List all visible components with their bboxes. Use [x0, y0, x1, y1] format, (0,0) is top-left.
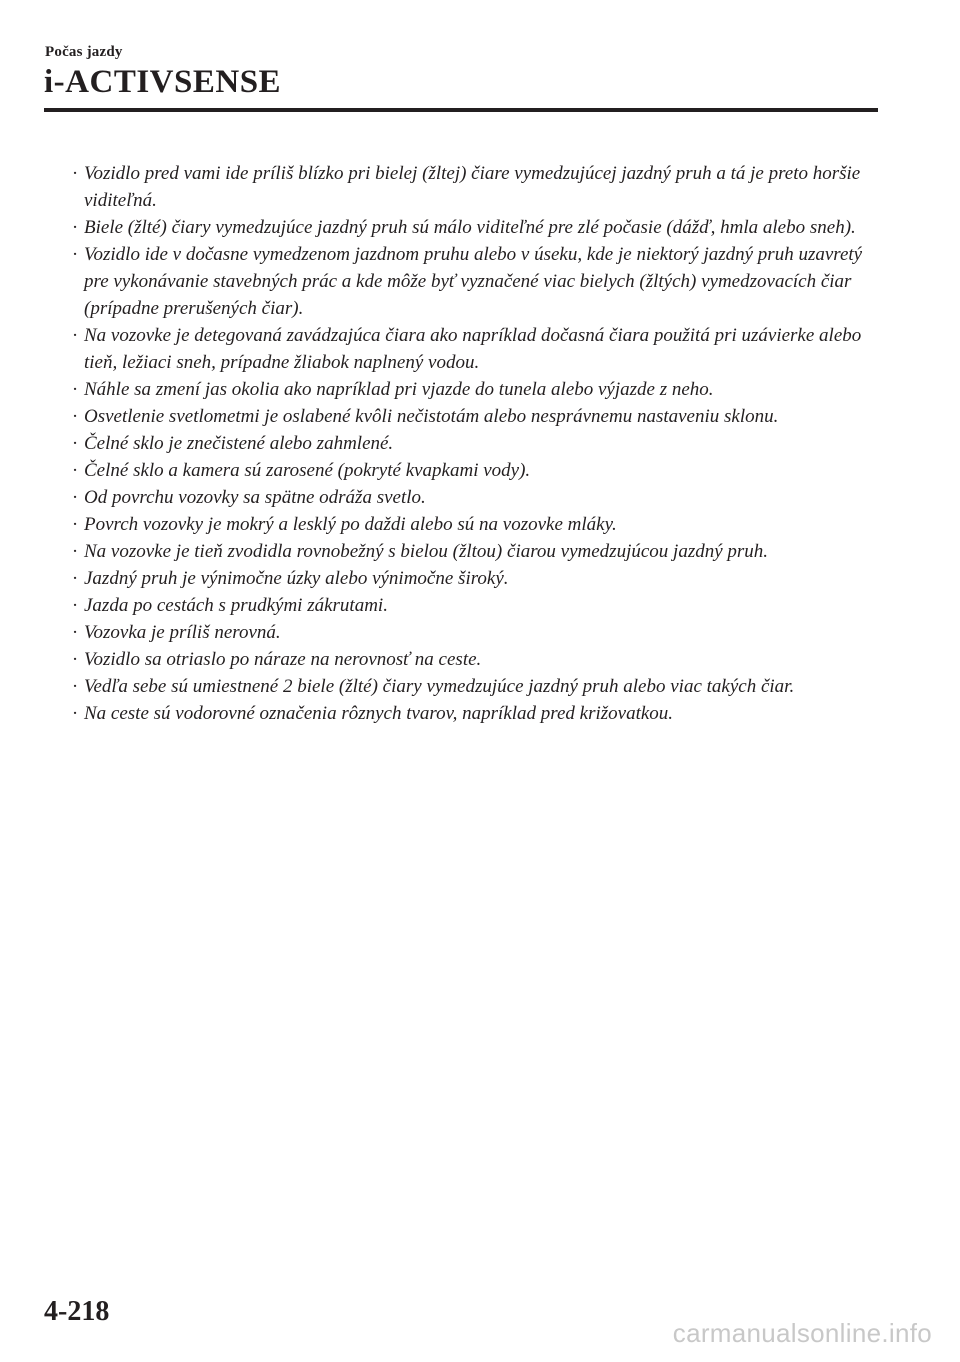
- bullet-icon: ·: [71, 622, 79, 643]
- list-item-text: Čelné sklo a kamera sú zarosené (pokryté kvapkami vody).: [84, 460, 531, 481]
- list-item: [70, 592, 890, 619]
- list-item-text: Na ceste sú vodorovné označenia rôznych tvarov, napríklad pred križovatkou.: [84, 703, 674, 724]
- list-item-text: Čelné sklo je znečistené alebo zahmlené.: [84, 433, 394, 454]
- list-item-text: Vozidlo sa otriaslo po náraze na nerovnosť na ceste.: [84, 649, 482, 670]
- bullet-icon: ·: [71, 460, 79, 481]
- list-item: [70, 673, 890, 700]
- bullet-icon: ·: [71, 703, 79, 724]
- list-item: [70, 403, 890, 430]
- list-item: [70, 457, 890, 484]
- bullet-icon: ·: [71, 379, 79, 400]
- bullet-icon: ·: [71, 514, 79, 535]
- bullet-icon: ·: [71, 433, 79, 454]
- bullet-icon: ·: [71, 163, 79, 184]
- list-item-text: Biele (žlté) čiary vymedzujúce jazdný pruh sú málo viditeľné pre zlé počasie (dážď, hmla alebo sneh).: [84, 217, 856, 238]
- chapter-title: i-ACTIVSENSE: [44, 64, 282, 100]
- list-item: [70, 430, 890, 457]
- list-item: [70, 322, 890, 376]
- list-item: [70, 214, 890, 241]
- list-item-text: Od povrchu vozovky sa spätne odráža svetlo.: [84, 487, 426, 508]
- list-item-text: Jazda po cestách s prudkými zákrutami.: [84, 595, 388, 616]
- page-number: 4-218: [44, 1296, 110, 1327]
- bullet-icon: ·: [71, 568, 79, 589]
- bullet-icon: ·: [71, 325, 79, 346]
- list-item-text: Vedľa sebe sú umiestnené 2 biele (žlté) čiary vymedzujúce jazdný pruh alebo viac takých čiar.: [84, 676, 795, 697]
- list-item-text: Povrch vozovky je mokrý a lesklý po daždi alebo sú na vozovke mláky.: [84, 514, 617, 535]
- header-rule: [44, 108, 878, 112]
- bullet-icon: ·: [71, 676, 79, 697]
- list-item-text: Osvetlenie svetlometmi je oslabené kvôli nečistotám alebo nesprávnemu nastaveniu sklonu.: [84, 406, 779, 427]
- list-item: [70, 484, 890, 511]
- list-item: [70, 511, 890, 538]
- bullet-icon: ·: [71, 406, 79, 427]
- list-item: [70, 700, 890, 727]
- bullet-icon: ·: [71, 541, 79, 562]
- condition-list: [70, 160, 890, 727]
- list-item-text: Vozidlo ide v dočasne vymedzenom jazdnom pruhu alebo v úseku, kde je niektorý jazdný pruh uzavretý pre vykonávanie stavebných prác a kde môže byť vyznačené viac bielych (žltých) vymedzovacích čiar (prípadne prerušených čiar).: [84, 244, 863, 319]
- bullet-icon: ·: [71, 595, 79, 616]
- list-item: [70, 160, 890, 214]
- list-item-text: Na vozovke je detegovaná zavádzajúca čiara ako napríklad dočasná čiara použitá pri uzávierke alebo tieň, ležiaci sneh, prípadne žliabok naplnený vodou.: [84, 325, 862, 373]
- bullet-icon: ·: [71, 217, 79, 238]
- list-item-text: Vozovka je príliš nerovná.: [84, 622, 281, 643]
- list-item: [70, 376, 890, 403]
- list-item: [70, 619, 890, 646]
- list-item-text: Náhle sa zmení jas okolia ako napríklad pri vjazde do tunela alebo výjazde z neho.: [84, 379, 714, 400]
- list-item: [70, 565, 890, 592]
- bullet-icon: ·: [71, 487, 79, 508]
- bullet-icon: ·: [71, 649, 79, 670]
- bullet-icon: ·: [71, 244, 79, 265]
- list-item-text: Na vozovke je tieň zvodidla rovnobežný s bielou (žltou) čiarou vymedzujúcou jazdný pruh.: [84, 541, 769, 562]
- list-item: [70, 646, 890, 673]
- list-item-text: Vozidlo pred vami ide príliš blízko pri bielej (žltej) čiare vymedzujúcej jazdný pruh a tá je preto horšie viditeľná.: [84, 163, 861, 211]
- section-label: Počas jazdy: [45, 44, 123, 60]
- watermark: carmanualsonline.info: [672, 1318, 932, 1348]
- list-item: [70, 241, 890, 322]
- list-item-text: Jazdný pruh je výnimočne úzky alebo výnimočne široký.: [84, 568, 509, 589]
- list-item: [70, 538, 890, 565]
